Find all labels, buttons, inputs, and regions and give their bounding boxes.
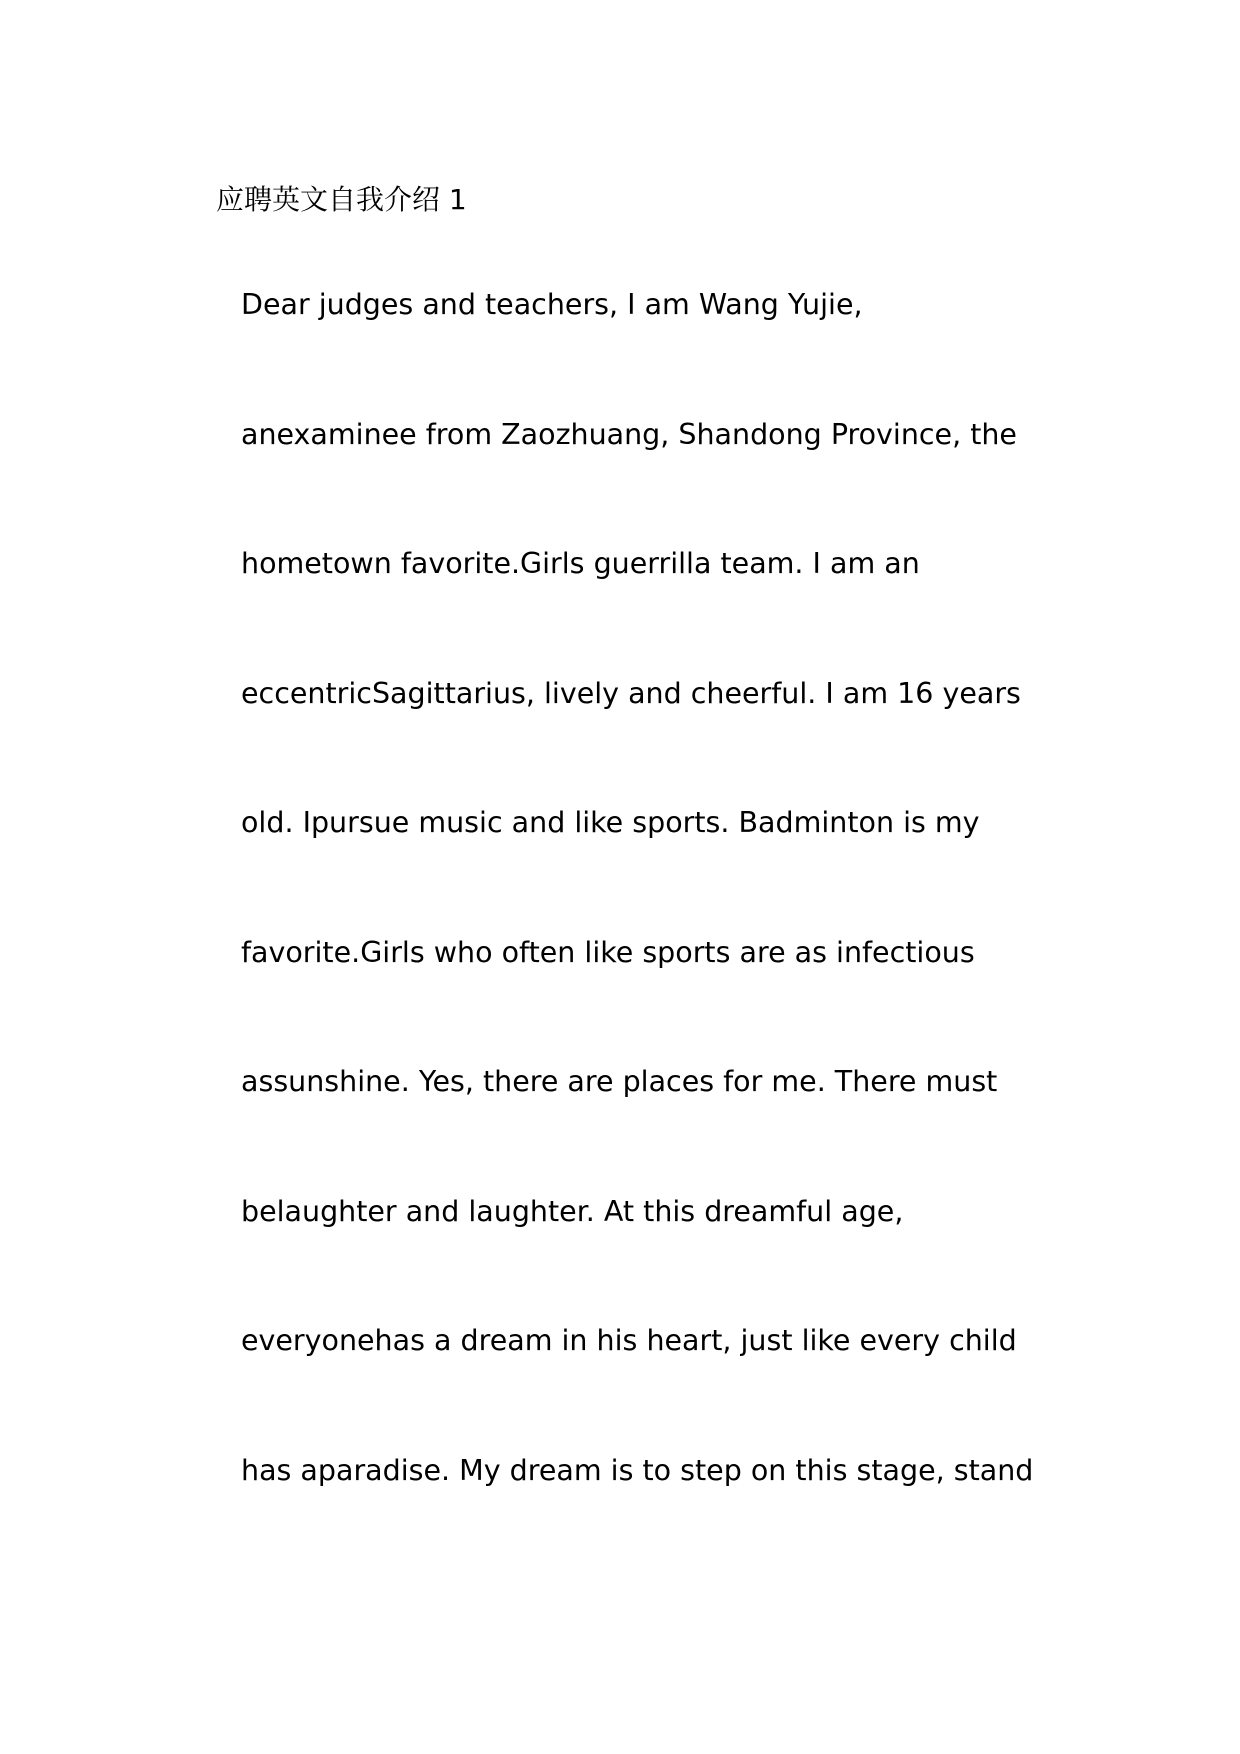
body-line: anexaminee from Zaozhuang, Shandong Province, the: [241, 417, 1017, 451]
body-line: assunshine. Yes, there are places for me. There must: [241, 1065, 998, 1098]
document-title: 应聘英文自我介绍 1: [216, 183, 467, 216]
body-line: Dear judges and teachers, I am Wang Yujie,: [241, 288, 863, 321]
body-line: eccentricSagittarius, lively and cheerful. I am 16 years: [241, 676, 1021, 710]
body-line: everyonehas a dream in his heart, just like every child: [241, 1324, 1017, 1357]
body-line: old. Ipursue music and like sports. Badminton is my: [241, 806, 980, 839]
body-line: has aparadise. My dream is to step on this stage, stand: [241, 1453, 1034, 1487]
body-line: favorite.Girls who often like sports are as infectious: [241, 935, 975, 969]
body-line: belaughter and laughter. At this dreamful age,: [241, 1194, 904, 1228]
document-body: [241, 285, 1101, 1580]
body-line: hometown favorite.Girls guerrilla team. I am an: [241, 547, 920, 580]
